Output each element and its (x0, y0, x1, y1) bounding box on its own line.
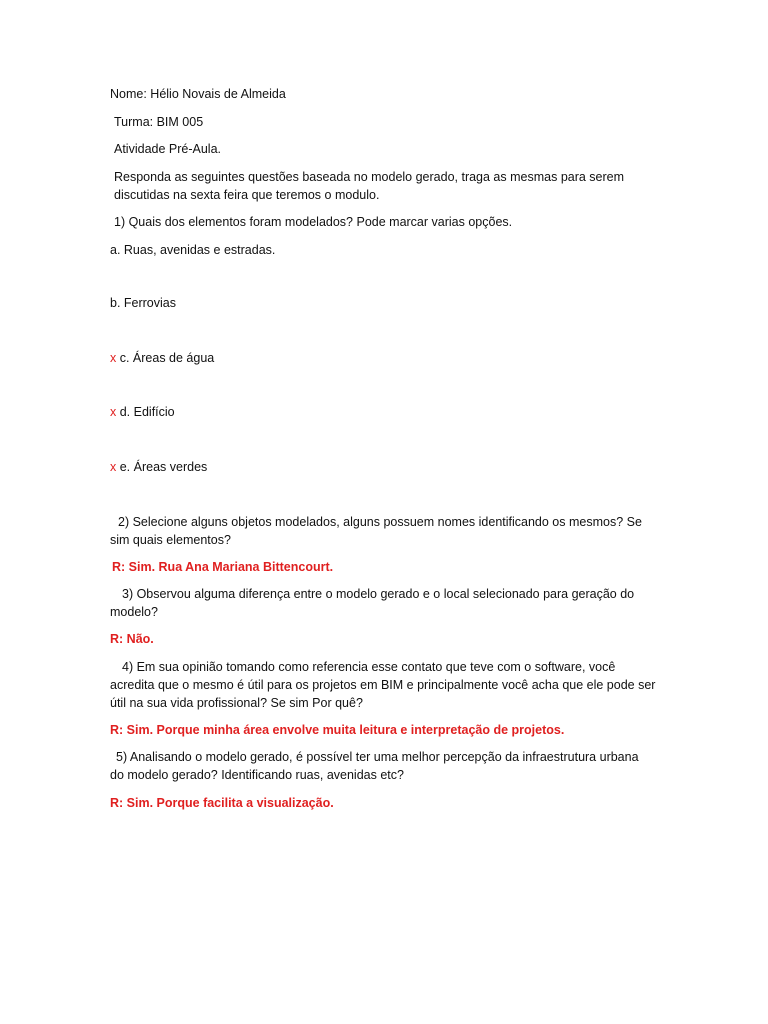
answer-4: R: Sim. Porque minha área envolve muita leitura e interpretação de projetos. (110, 723, 565, 737)
answer-3: R: Não. (110, 632, 154, 646)
option-mark: x (110, 405, 117, 419)
option-mark: x (110, 460, 117, 474)
option-label: d. Edifício (119, 405, 175, 419)
option-d (110, 403, 670, 421)
question-3: 3) Observou alguma diferença entre o modelo gerado e o local selecionado para geração do modelo? (110, 587, 635, 619)
question-1: 1) Quais dos elementos foram modelados? Pode marcar varias opções. (114, 215, 513, 229)
option-mark: x (110, 351, 117, 365)
option-b (110, 294, 670, 312)
question-5: 5) Analisando o modelo gerado, é possível ter uma melhor percepção da infraestrutura urbana do modelo gerado? Identificando ruas, avenidas etc? (110, 750, 639, 782)
intro-paragraph: Responda as seguintes questões baseada no modelo gerado, traga as mesmas para serem discutidas na sexta feira que teremos o modulo. (114, 170, 625, 202)
option-label: e. Áreas verdes (119, 460, 208, 474)
option-c (110, 349, 670, 367)
class-label: Turma: BIM 005 (114, 115, 204, 129)
answer-5: R: Sim. Porque facilita a visualização. (110, 796, 334, 810)
activity-title: Atividade Pré-Aula. (114, 142, 222, 156)
student-name: Nome: Hélio Novais de Almeida (110, 87, 286, 101)
question-2: 2) Selecione alguns objetos modelados, alguns possuem nomes identificando os mesmos? Se sim quais elementos? (110, 515, 642, 547)
option-label: a. Ruas, avenidas e estradas. (110, 243, 276, 257)
answer-2: R: Sim. Rua Ana Mariana Bittencourt. (112, 560, 334, 574)
option-e (110, 458, 670, 476)
option-label: c. Áreas de água (119, 351, 215, 365)
option-label: b. Ferrovias (110, 296, 176, 310)
option-a (110, 241, 670, 259)
question-4: 4) Em sua opinião tomando como referencia esse contato que teve com o software, você acredita que o mesmo é útil para os projetos em BIM e principalmente você acha que ele pode ser útil na sua vida profissional? Se sim Por quê? (110, 660, 656, 710)
